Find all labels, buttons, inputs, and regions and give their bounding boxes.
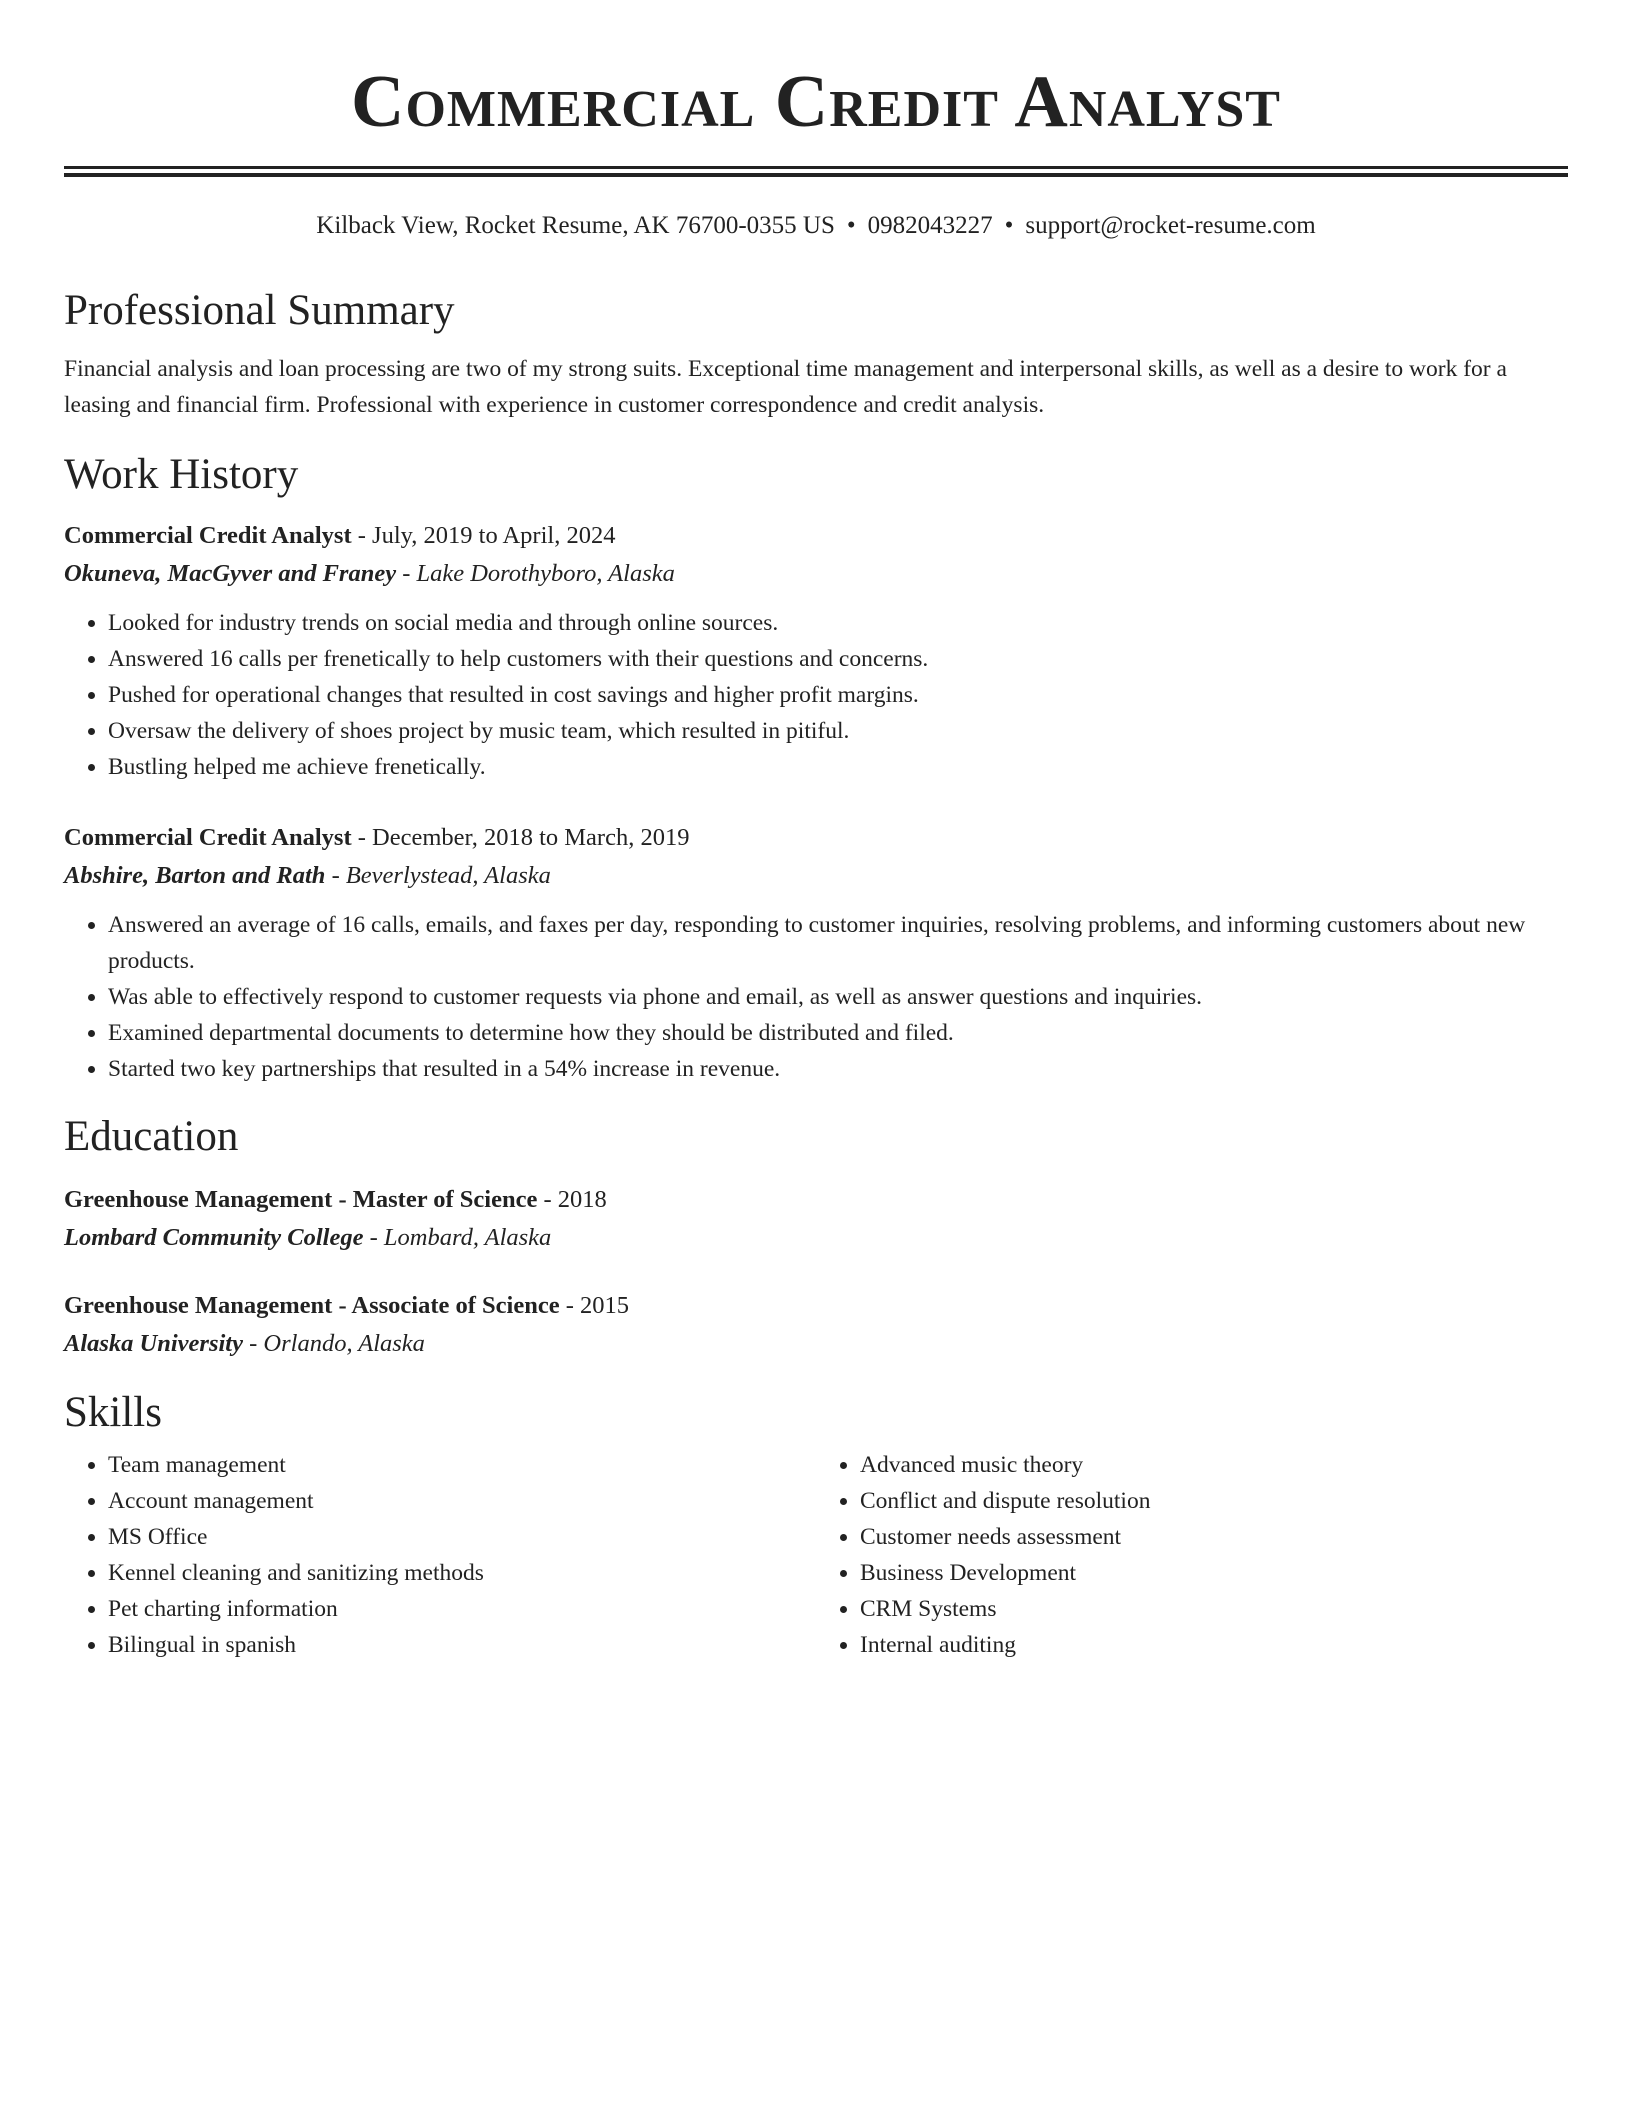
job-employer [64,857,1568,895]
skill-item: • CRM Systems [860,1591,1568,1627]
work-history-heading: Work History [64,451,299,498]
skill-item: • Bilingual in spanish [108,1627,816,1663]
skill-item: • MS Office [108,1519,816,1555]
job-title: Commercial Credit Analyst [64,824,352,851]
skill-item: • Pet charting information [108,1591,816,1627]
summary-text: Financial analysis and loan processing are two of my strong suits. Exceptional time management and interpersonal skills, as well as a desire to work for a leasing and financial firm. Professional with experience in customer correspondence and credit analysis. [64,356,1507,418]
job-entry [64,517,1568,785]
skill-item: • Business Development [860,1555,1568,1591]
job-dates: - July, 2019 to April, 2024 [357,522,616,549]
job-company: Abshire, Barton and Rath [64,862,326,889]
education-school-line [64,1325,1568,1363]
education-location: - Orlando, Alaska [249,1330,425,1357]
skill-item: • Account management [108,1483,816,1519]
job-bullet: • Looked for industry trends on social media and through online sources. [108,605,1568,641]
skill-item: • Internal auditing [860,1627,1568,1663]
education-school-line [64,1219,1568,1257]
skills-heading: Skills [64,1389,162,1436]
skill-item: • Customer needs assessment [860,1519,1568,1555]
skills-list-left [64,1447,816,1663]
job-bullets [64,605,1568,785]
job-bullets [64,907,1568,1087]
skill-item: • Kennel cleaning and sanitizing methods [108,1555,816,1591]
contact-line [64,209,1568,243]
education-heading: Education [64,1113,239,1160]
skill-item: • Team management [108,1447,816,1483]
skills-list-right [816,1447,1568,1663]
summary-heading: Professional Summary [64,287,455,334]
education-entry [64,1287,1568,1363]
resume-title: Commercial Credit Analyst [351,61,1281,143]
education-header [64,1287,1568,1325]
job-entry [64,819,1568,1087]
education-school: Lombard Community College [64,1224,364,1251]
education-school: Alaska University [64,1330,243,1357]
job-bullet: • Examined departmental documents to determine how they should be distributed and filed. [108,1015,1568,1051]
skill-item: • Conflict and dispute resolution [860,1483,1568,1519]
contact-email: support@rocket-resume.com [1025,212,1316,239]
education-header [64,1181,1568,1219]
job-employer [64,555,1568,593]
job-title: Commercial Credit Analyst [64,522,352,549]
education-degree: Greenhouse Management - Associate of Science [64,1292,560,1319]
education-location: - Lombard, Alaska [369,1224,552,1251]
title-double-rule [64,166,1568,177]
job-header [64,517,1568,555]
job-bullet: • Bustling helped me achieve frenetically. [108,749,1568,785]
skill-item: • Advanced music theory [860,1447,1568,1483]
contact-address: Kilback View, Rocket Resume, AK 76700-0355 US [316,212,835,239]
job-location: - Lake Dorothyboro, Alaska [402,560,675,587]
job-dates: - December, 2018 to March, 2019 [357,824,690,851]
job-company: Okuneva, MacGyver and Franey [64,560,397,587]
education-entry [64,1181,1568,1257]
job-bullet: • Answered an average of 16 calls, emails, and faxes per day, responding to customer inquiries, resolving problems, and informing customers about new products. [108,907,1568,979]
skills-columns [64,1447,1568,1663]
contact-separator: • [1004,212,1014,239]
contact-separator: • [846,212,856,239]
education-year: - 2018 [543,1186,607,1213]
job-bullet: • Oversaw the delivery of shoes project by music team, which resulted in pitiful. [108,713,1568,749]
education-year: - 2015 [565,1292,630,1319]
job-bullet: • Pushed for operational changes that resulted in cost savings and higher profit margins. [108,677,1568,713]
job-header [64,819,1568,857]
contact-phone: 0982043227 [867,212,993,239]
job-location: - Beverlystead, Alaska [331,862,551,889]
job-bullet: • Started two key partnerships that resulted in a 54% increase in revenue. [108,1051,1568,1087]
education-degree: Greenhouse Management - Master of Science [64,1186,538,1213]
job-bullet: • Was able to effectively respond to customer requests via phone and email, as well as answer questions and inquiries. [108,979,1568,1015]
job-bullet: • Answered 16 calls per frenetically to help customers with their questions and concerns. [108,641,1568,677]
